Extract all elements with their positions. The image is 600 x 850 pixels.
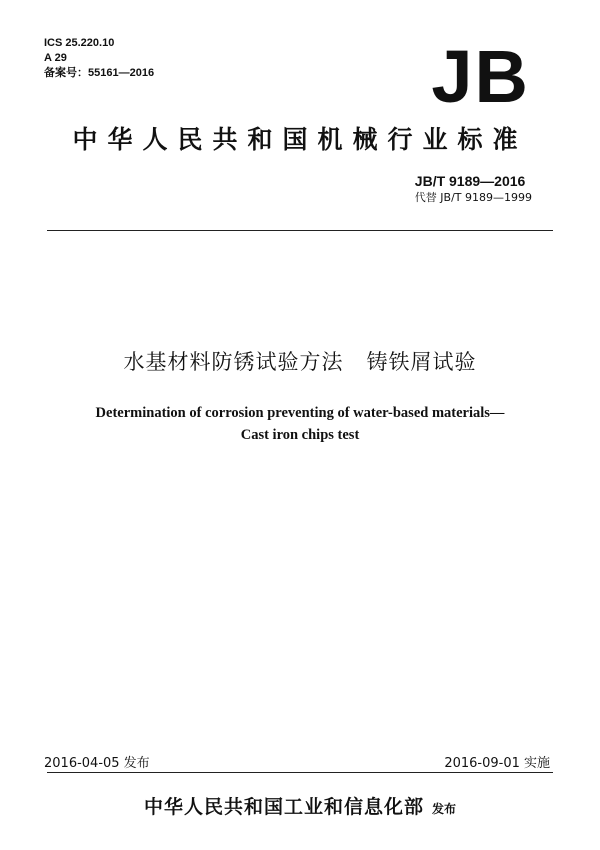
- title-en-line-2: Cast iron chips test: [240, 427, 360, 443]
- publisher-action: 发布: [432, 802, 457, 816]
- standard-code: JB/T 9189—2016: [414, 173, 526, 189]
- title-en-line-1: Determination of corrosion preventing of water-based materials—: [95, 405, 505, 421]
- issue-date: 2016-04-05 发布: [44, 756, 150, 771]
- category-code: A 29: [44, 52, 67, 64]
- publisher-org: 中华人民共和国工业和信息化部: [143, 796, 424, 818]
- standard-series-title: 中华人民共和国机械行业标准: [72, 125, 528, 154]
- document-title-zh: 水基材料防锈试验方法 铸铁屑试验: [123, 350, 477, 374]
- jb-logo: JB: [431, 35, 530, 118]
- document-title-en: [0, 402, 600, 446]
- publisher-line: [0, 792, 600, 819]
- bottom-divider: [47, 772, 553, 773]
- standard-code-block: [415, 172, 532, 206]
- ics-code: ICS 25.220.10: [44, 37, 115, 49]
- replaces-note: 代替 JB/T 9189—1999: [414, 191, 532, 204]
- top-divider: [47, 230, 553, 231]
- filing-number: 备案号：55161—2016: [44, 67, 155, 79]
- effective-date: 2016-09-01 实施: [444, 756, 550, 771]
- meta-block: [44, 36, 154, 81]
